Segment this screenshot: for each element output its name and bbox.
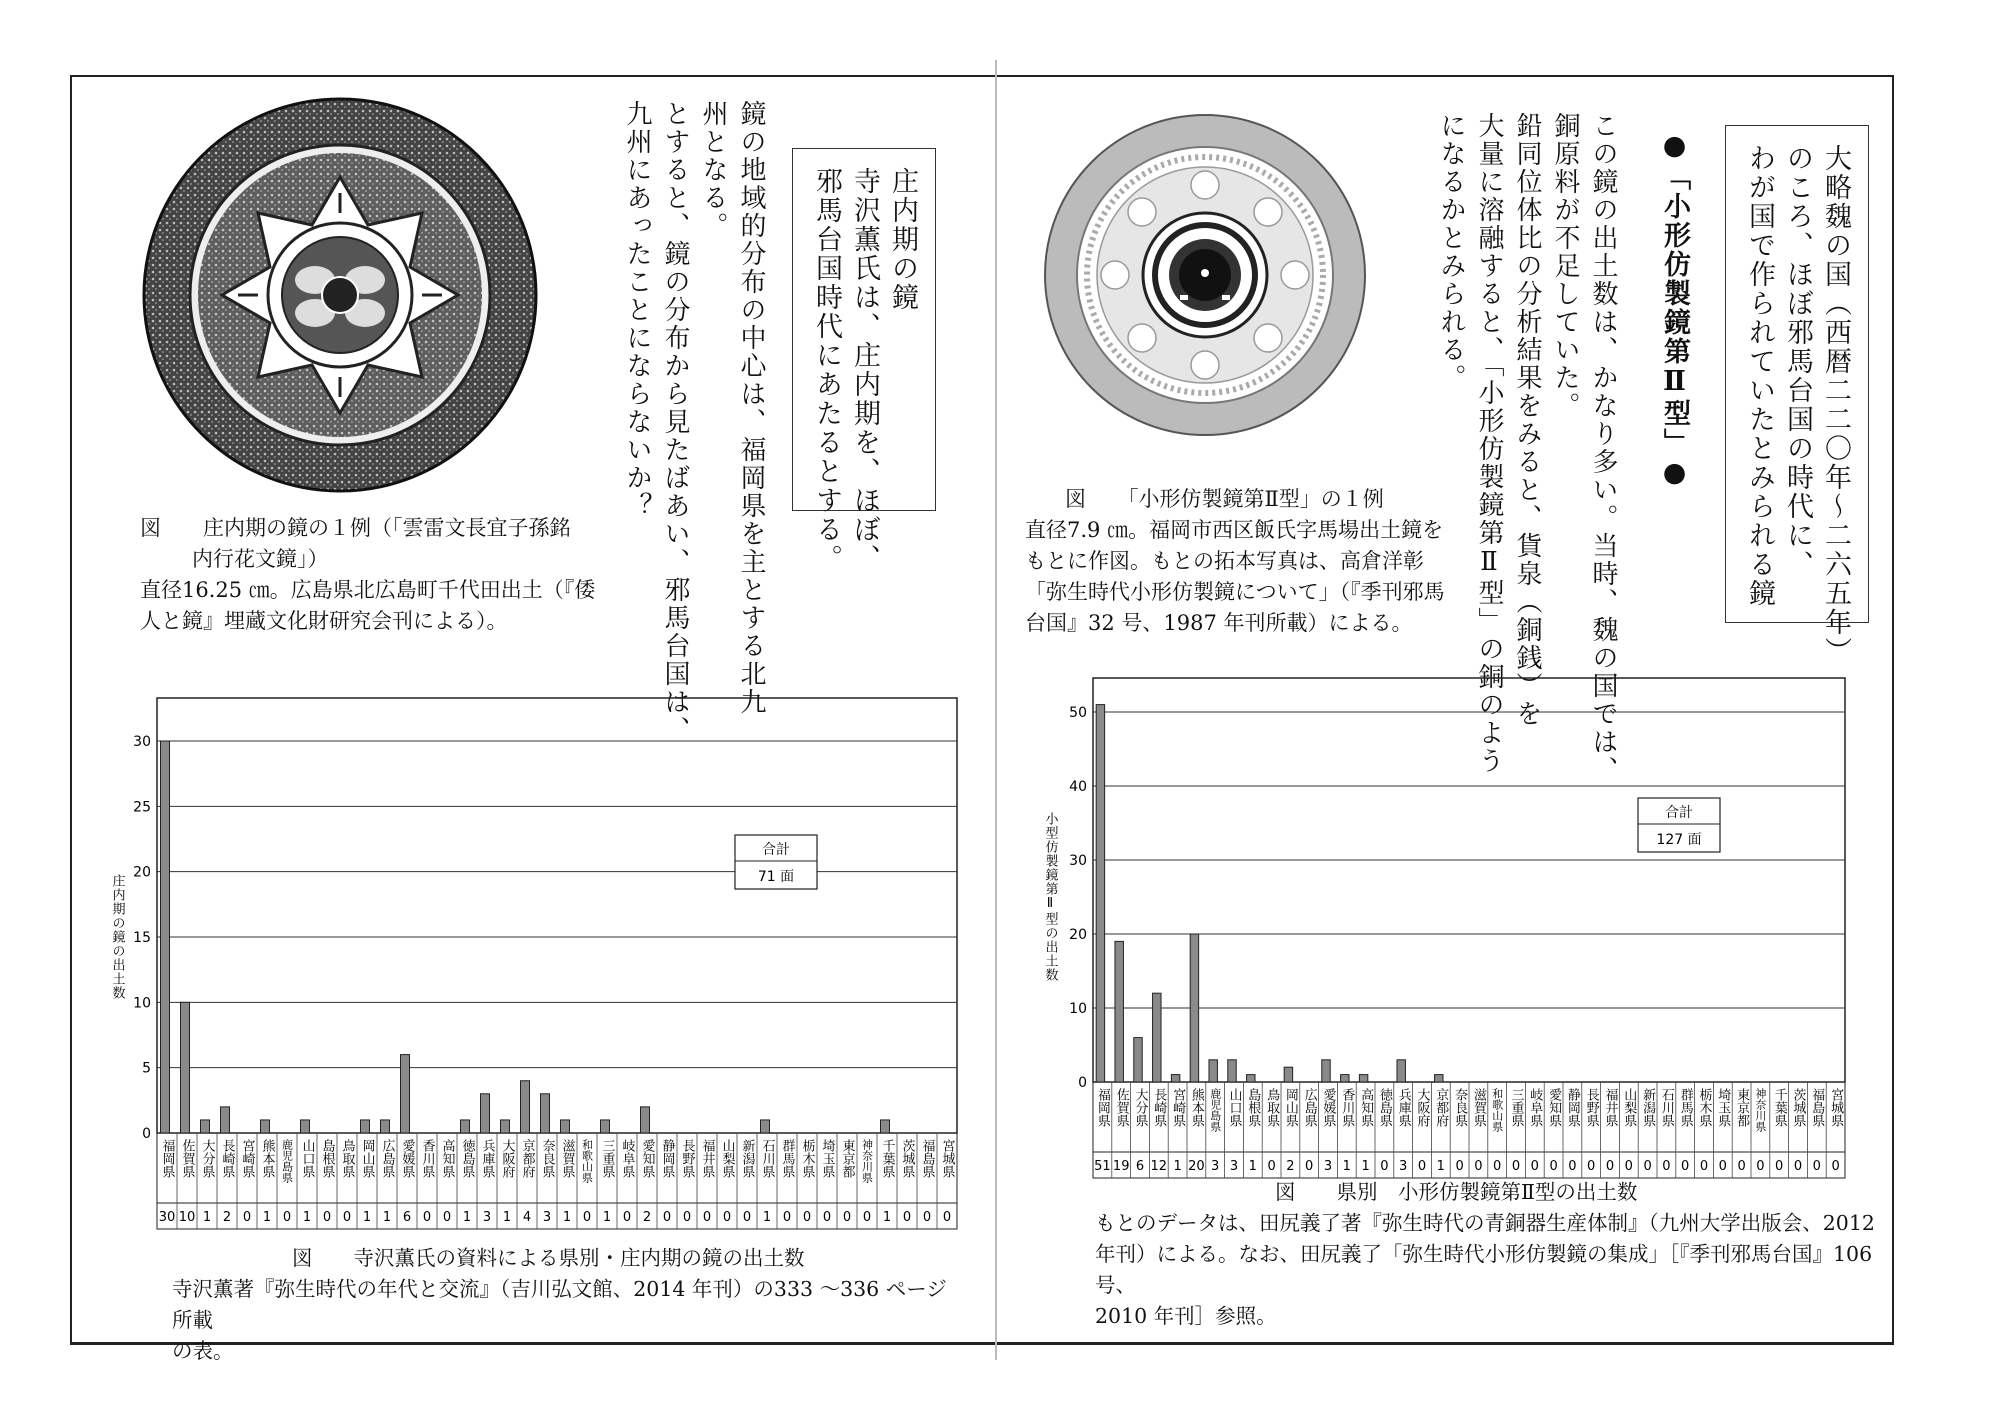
category-label: 香川県 — [419, 1139, 435, 1178]
value-label: 0 — [442, 1210, 452, 1225]
category-label: 岡山県 — [1282, 1088, 1298, 1127]
y-axis-label: 小型仿製鏡第Ⅱ型の出土数 — [1042, 812, 1058, 982]
category-label: 宮崎県 — [239, 1139, 255, 1178]
category-label: 群馬県 — [779, 1139, 795, 1178]
value-label: 3 — [482, 1210, 492, 1225]
bar — [501, 1120, 510, 1133]
left-mirror-caption-title-1: 図 庄内期の鏡の１例（「雲雷文長宜子孫銘 — [140, 516, 571, 540]
category-label: 兵庫県 — [479, 1139, 495, 1178]
category-label: 茨城県 — [899, 1139, 915, 1178]
value-label: 4 — [522, 1210, 532, 1225]
category-label: 鹿児島県 — [280, 1139, 294, 1183]
right-heading-box: 大略魏の国（西暦二二〇年～二六五年） のころ、ほぼ邪馬台国の時代に、 わが国で作られていたとみられる鏡 — [1725, 125, 1869, 623]
category-label: 熊本県 — [1188, 1088, 1204, 1127]
value-label: 0 — [1417, 1159, 1427, 1174]
category-label: 宮崎県 — [1170, 1088, 1186, 1127]
category-label: 岐阜県 — [619, 1139, 635, 1178]
bar — [881, 1120, 890, 1133]
value-label: 0 — [782, 1210, 792, 1225]
y-tick-label: 15 — [133, 930, 151, 946]
y-tick-label: 20 — [133, 864, 151, 881]
value-label: 0 — [1643, 1159, 1652, 1174]
category-label: 鹿児島県 — [1208, 1088, 1222, 1132]
value-label: 0 — [662, 1210, 672, 1225]
value-label: 0 — [682, 1210, 692, 1225]
bar — [1397, 1060, 1405, 1082]
right-chart-caption-title: 図 県別 小形仿製鏡第Ⅱ型の出土数 — [1275, 1180, 1638, 1204]
value-label: 0 — [1756, 1159, 1765, 1174]
value-label: 10 — [178, 1210, 196, 1225]
category-label: 香川県 — [1339, 1088, 1355, 1127]
value-label: 0 — [1455, 1159, 1464, 1174]
bar — [1435, 1075, 1443, 1082]
value-label: 1 — [1342, 1159, 1351, 1174]
value-label: 0 — [282, 1210, 292, 1225]
value-label: 0 — [1624, 1159, 1633, 1174]
value-label: 0 — [1511, 1159, 1521, 1174]
category-label: 京都府 — [519, 1139, 535, 1178]
total-value: 71 面 — [757, 869, 795, 885]
category-label: 山口県 — [299, 1139, 315, 1178]
category-label: 滋賀県 — [559, 1139, 575, 1178]
y-tick-label: 25 — [133, 799, 151, 816]
value-label: 0 — [942, 1210, 952, 1225]
bar — [521, 1081, 530, 1133]
value-label: 0 — [1568, 1159, 1577, 1174]
category-label: 新潟県 — [739, 1139, 755, 1178]
y-tick-label: 30 — [133, 734, 151, 750]
y-axis-label: 庄内期の鏡の出土数 — [109, 874, 125, 1000]
category-label: 広島県 — [1301, 1088, 1317, 1127]
category-label: 滋賀県 — [1470, 1088, 1486, 1127]
category-label: 東京都 — [839, 1139, 855, 1178]
bar — [221, 1107, 230, 1133]
left-mirror-caption-body-1: 直径16.25 ㎝。広島県北広島町千代田出土（『倭 — [140, 578, 596, 602]
category-label: 宮城県 — [939, 1139, 955, 1178]
value-label: 3 — [542, 1210, 552, 1225]
value-label: 1 — [202, 1210, 212, 1225]
category-label: 広島県 — [379, 1139, 395, 1178]
category-label: 福岡県 — [159, 1139, 175, 1178]
value-label: 0 — [1267, 1159, 1276, 1174]
category-label: 石川県 — [1658, 1088, 1674, 1127]
value-label: 0 — [702, 1210, 712, 1225]
right-mirror-caption-body-3: 「弥生時代小形仿製鏡について」（『季刊邪馬 — [1025, 580, 1445, 604]
right-chart-caption-body-3: 2010 年刊］参照。 — [1095, 1304, 1277, 1328]
left-mirror-caption-title-2: 内行花文鏡」） — [192, 547, 329, 571]
value-label: 0 — [622, 1210, 632, 1225]
y-tick-label: 5 — [142, 1060, 151, 1077]
category-label: 栃木県 — [1696, 1088, 1712, 1127]
value-label: 1 — [1248, 1159, 1257, 1174]
bar — [1096, 705, 1104, 1082]
value-label: 30 — [158, 1210, 176, 1225]
value-label: 0 — [1699, 1159, 1709, 1174]
value-label: 1 — [882, 1210, 892, 1225]
value-label: 12 — [1150, 1159, 1168, 1174]
total-value: 127 面 — [1656, 832, 1702, 848]
value-label: 1 — [462, 1210, 472, 1225]
bar — [181, 1002, 190, 1133]
right-chart-caption-body-2: 年刊）による。なお、田尻義了「弥生時代小形仿製鏡の集成」［『季刊邪馬台国』106 号、 — [1095, 1242, 1873, 1297]
category-label: 宮城県 — [1828, 1088, 1844, 1127]
value-label: 0 — [1662, 1159, 1671, 1174]
total-label: 合計 — [1665, 805, 1693, 821]
value-label: 0 — [822, 1210, 832, 1225]
left-chart-caption-title: 図 寺沢薫氏の資料による県別・庄内期の鏡の出土数 — [292, 1246, 805, 1270]
y-tick-label: 30 — [1069, 853, 1087, 869]
right-mirror-caption — [1025, 484, 1455, 639]
bar — [361, 1120, 370, 1133]
total-label: 合計 — [762, 842, 790, 858]
value-label: 0 — [1305, 1159, 1314, 1174]
value-label: 2 — [222, 1210, 232, 1225]
category-label: 長崎県 — [219, 1139, 235, 1178]
value-label: 0 — [1775, 1159, 1784, 1174]
bar — [1284, 1067, 1292, 1082]
value-label: 0 — [1605, 1159, 1615, 1174]
category-label: 静岡県 — [659, 1139, 675, 1178]
category-label: 石川県 — [759, 1139, 775, 1178]
category-label: 福岡県 — [1094, 1088, 1110, 1127]
category-label: 奈良県 — [539, 1139, 555, 1178]
value-label: 1 — [1436, 1159, 1445, 1174]
category-label: 兵庫県 — [1395, 1088, 1411, 1127]
category-label: 神奈川県 — [1753, 1088, 1767, 1132]
category-label: 長野県 — [1583, 1088, 1599, 1127]
category-label: 山梨県 — [719, 1139, 735, 1178]
category-label: 福島県 — [1809, 1088, 1825, 1127]
category-label: 栃木県 — [799, 1139, 815, 1178]
category-label: 福島県 — [919, 1139, 935, 1178]
left-body-text: 鏡の地域的分布の中心は、福岡県を主とする北九 州となる。 とすると、鏡の分布から見たばあい、邪馬台国は、 九州にあったことにならないか？ — [622, 100, 766, 744]
category-label: 山梨県 — [1621, 1088, 1637, 1127]
category-label: 長崎県 — [1151, 1088, 1167, 1127]
category-label: 愛媛県 — [1320, 1088, 1336, 1127]
y-tick-label: 10 — [133, 995, 151, 1012]
bar — [561, 1120, 570, 1133]
category-label: 和歌山県 — [1490, 1088, 1504, 1132]
value-label: 0 — [742, 1210, 752, 1225]
category-label: 鳥取県 — [1264, 1088, 1280, 1127]
category-label: 神奈川県 — [860, 1139, 874, 1183]
right-mirror-caption-body-1: 直径7.9 ㎝。福岡市西区飯氏字馬場出土鏡を — [1025, 518, 1444, 542]
y-tick-label: 20 — [1069, 927, 1087, 943]
category-label: 鳥取県 — [339, 1139, 355, 1178]
bar — [1171, 1075, 1179, 1082]
value-label: 0 — [1530, 1159, 1539, 1174]
bar — [301, 1120, 310, 1133]
right-mirror-caption-title: 図 「小形仿製鏡第Ⅱ型」の１例 — [1065, 487, 1384, 511]
category-label: 福井県 — [699, 1139, 715, 1178]
category-label: 群馬県 — [1677, 1088, 1693, 1127]
left-mirror-caption — [140, 513, 600, 637]
category-label: 高知県 — [439, 1139, 455, 1178]
right-chart-caption-body-1: もとのデータは、田尻義了著『弥生時代の青銅器生産体制』（九州大学出版会、2012 — [1095, 1211, 1875, 1235]
bar — [1228, 1060, 1236, 1082]
value-label: 1 — [1361, 1159, 1370, 1174]
bar — [601, 1120, 610, 1133]
value-label: 1 — [602, 1210, 612, 1225]
left-chart-caption-body-1: 寺沢薫著『弥生時代の年代と交流』（吉川弘文館、2014 年刊）の333 ～336 ページ所載 — [172, 1277, 947, 1332]
value-label: 2 — [642, 1210, 652, 1225]
value-label: 0 — [722, 1210, 732, 1225]
category-label: 東京都 — [1734, 1088, 1750, 1127]
value-label: 3 — [1229, 1159, 1239, 1174]
value-label: 0 — [802, 1210, 812, 1225]
page-fold — [995, 60, 997, 1360]
value-label: 0 — [242, 1210, 252, 1225]
bar — [401, 1055, 410, 1133]
value-label: 1 — [302, 1210, 312, 1225]
right-mirror-caption-body-4: 台国』32 号、1987 年刊所載）による。 — [1025, 611, 1413, 635]
category-label: 大分県 — [199, 1139, 215, 1178]
value-label: 0 — [342, 1210, 352, 1225]
value-label: 0 — [1681, 1159, 1690, 1174]
value-label: 0 — [1812, 1159, 1821, 1174]
value-label: 0 — [1549, 1159, 1558, 1174]
bar — [1115, 941, 1123, 1082]
bar — [761, 1120, 770, 1133]
value-label: 0 — [1380, 1159, 1389, 1174]
value-label: 0 — [862, 1210, 872, 1225]
category-label: 和歌山県 — [580, 1139, 594, 1183]
category-label: 静岡県 — [1564, 1088, 1580, 1127]
category-label: 大阪府 — [1414, 1088, 1430, 1127]
y-tick-label: 10 — [1069, 1001, 1087, 1017]
category-label: 京都府 — [1433, 1088, 1449, 1127]
value-label: 1 — [362, 1210, 372, 1225]
left-chart-caption — [172, 1243, 952, 1367]
value-label: 0 — [842, 1210, 852, 1225]
y-tick-label: 0 — [142, 1126, 151, 1142]
value-label: 3 — [1399, 1159, 1408, 1174]
bar — [1209, 1060, 1217, 1082]
category-label: 山口県 — [1226, 1088, 1242, 1127]
value-label: 0 — [902, 1210, 912, 1225]
y-tick-label: 50 — [1069, 705, 1087, 721]
bar — [201, 1120, 210, 1133]
category-label: 岐阜県 — [1527, 1088, 1543, 1127]
kogata-mirror-drawing — [1040, 110, 1370, 440]
shonai-mirrors-by-prefecture-chart — [95, 690, 975, 1235]
value-label: 0 — [422, 1210, 432, 1225]
category-label: 佐賀県 — [179, 1139, 195, 1178]
bar — [541, 1094, 550, 1133]
category-label: 島根県 — [319, 1139, 335, 1178]
bar — [641, 1107, 650, 1133]
value-label: 0 — [922, 1210, 932, 1225]
category-label: 高知県 — [1358, 1088, 1374, 1127]
value-label: 1 — [262, 1210, 272, 1225]
bar — [1322, 1060, 1330, 1082]
category-label: 愛媛県 — [399, 1139, 415, 1178]
bar — [1359, 1075, 1367, 1082]
category-label: 奈良県 — [1452, 1088, 1468, 1127]
value-label: 1 — [562, 1210, 572, 1225]
category-label: 徳島県 — [1376, 1088, 1392, 1127]
value-label: 19 — [1112, 1159, 1130, 1174]
value-label: 0 — [1793, 1159, 1803, 1174]
right-section-title: ●「小形仿製鏡第Ⅱ型」● — [1659, 130, 1690, 490]
bar — [261, 1120, 270, 1133]
bar — [381, 1120, 390, 1133]
category-label: 埼玉県 — [1715, 1088, 1731, 1127]
category-label: 愛知県 — [1546, 1088, 1562, 1127]
value-label: 6 — [402, 1210, 412, 1225]
category-label: 岡山県 — [359, 1139, 375, 1178]
value-label: 1 — [502, 1210, 512, 1225]
y-tick-label: 0 — [1078, 1075, 1087, 1091]
value-label: 0 — [322, 1210, 332, 1225]
category-label: 大阪府 — [499, 1139, 515, 1178]
category-label: 大分県 — [1132, 1088, 1148, 1127]
bar — [1190, 934, 1198, 1082]
value-label: 51 — [1094, 1159, 1111, 1174]
value-label: 0 — [1474, 1159, 1483, 1174]
category-label: 新潟県 — [1640, 1088, 1656, 1127]
category-label: 福井県 — [1602, 1088, 1618, 1127]
left-mirror-caption-body-2: 人と鏡』埋蔵文化財研究会刊による）。 — [140, 609, 508, 633]
value-label: 0 — [1718, 1159, 1727, 1174]
category-label: 千葉県 — [879, 1139, 895, 1178]
category-label: 熊本県 — [259, 1139, 275, 1178]
y-tick-label: 40 — [1069, 779, 1087, 795]
right-body-text: この鏡の出土数は、かなり多い。当時、魏の国では、 銅原料が不足していた。 鉛同位体比の分析結果をみると、貨泉（銅銭）を 大量に溶融すると、「小形仿製鏡第Ⅱ型」の銅のよう になるかとみられる。 — [1436, 112, 1618, 784]
category-label: 三重県 — [599, 1139, 615, 1178]
bar — [481, 1094, 490, 1133]
bar — [461, 1120, 470, 1133]
value-label: 0 — [1831, 1159, 1840, 1174]
category-label: 長野県 — [679, 1139, 695, 1178]
value-label: 0 — [1493, 1159, 1502, 1174]
value-label: 1 — [762, 1210, 772, 1225]
bar — [1341, 1075, 1349, 1082]
right-chart-caption — [1095, 1177, 1895, 1332]
category-label: 佐賀県 — [1113, 1088, 1129, 1127]
bar — [1134, 1038, 1142, 1082]
category-label: 茨城県 — [1790, 1088, 1806, 1127]
value-label: 0 — [582, 1210, 592, 1225]
left-chart-caption-body-2: の表。 — [172, 1339, 234, 1363]
value-label: 3 — [1323, 1159, 1333, 1174]
category-label: 埼玉県 — [819, 1139, 835, 1178]
right-mirror-caption-body-2: もとに作図。もとの拓本写真は、高倉洋彰 — [1025, 549, 1424, 573]
bar — [1247, 1075, 1255, 1082]
value-label: 1 — [382, 1210, 392, 1225]
value-label: 3 — [1211, 1159, 1220, 1174]
bar — [161, 741, 170, 1133]
category-label: 徳島県 — [459, 1139, 475, 1178]
kogata-mirrors-by-prefecture-chart — [1030, 670, 1860, 1215]
value-label: 6 — [1135, 1159, 1145, 1174]
category-label: 三重県 — [1508, 1088, 1524, 1127]
shonai-period-box: 庄内期の鏡 寺沢薫氏は、庄内期を、ほぼ、 邪馬台国時代にあたるとする。 — [792, 148, 936, 511]
category-label: 千葉県 — [1771, 1088, 1787, 1127]
value-label: 20 — [1188, 1159, 1205, 1174]
shonai-mirror-rubbing-image — [130, 95, 550, 495]
value-label: 1 — [1173, 1159, 1182, 1174]
plot-frame — [1093, 678, 1845, 1082]
value-label: 0 — [1587, 1159, 1596, 1174]
value-label: 0 — [1737, 1159, 1746, 1174]
category-label: 愛知県 — [639, 1139, 655, 1178]
value-label: 2 — [1286, 1159, 1295, 1174]
bar — [1153, 993, 1161, 1082]
category-label: 島根県 — [1245, 1088, 1261, 1127]
